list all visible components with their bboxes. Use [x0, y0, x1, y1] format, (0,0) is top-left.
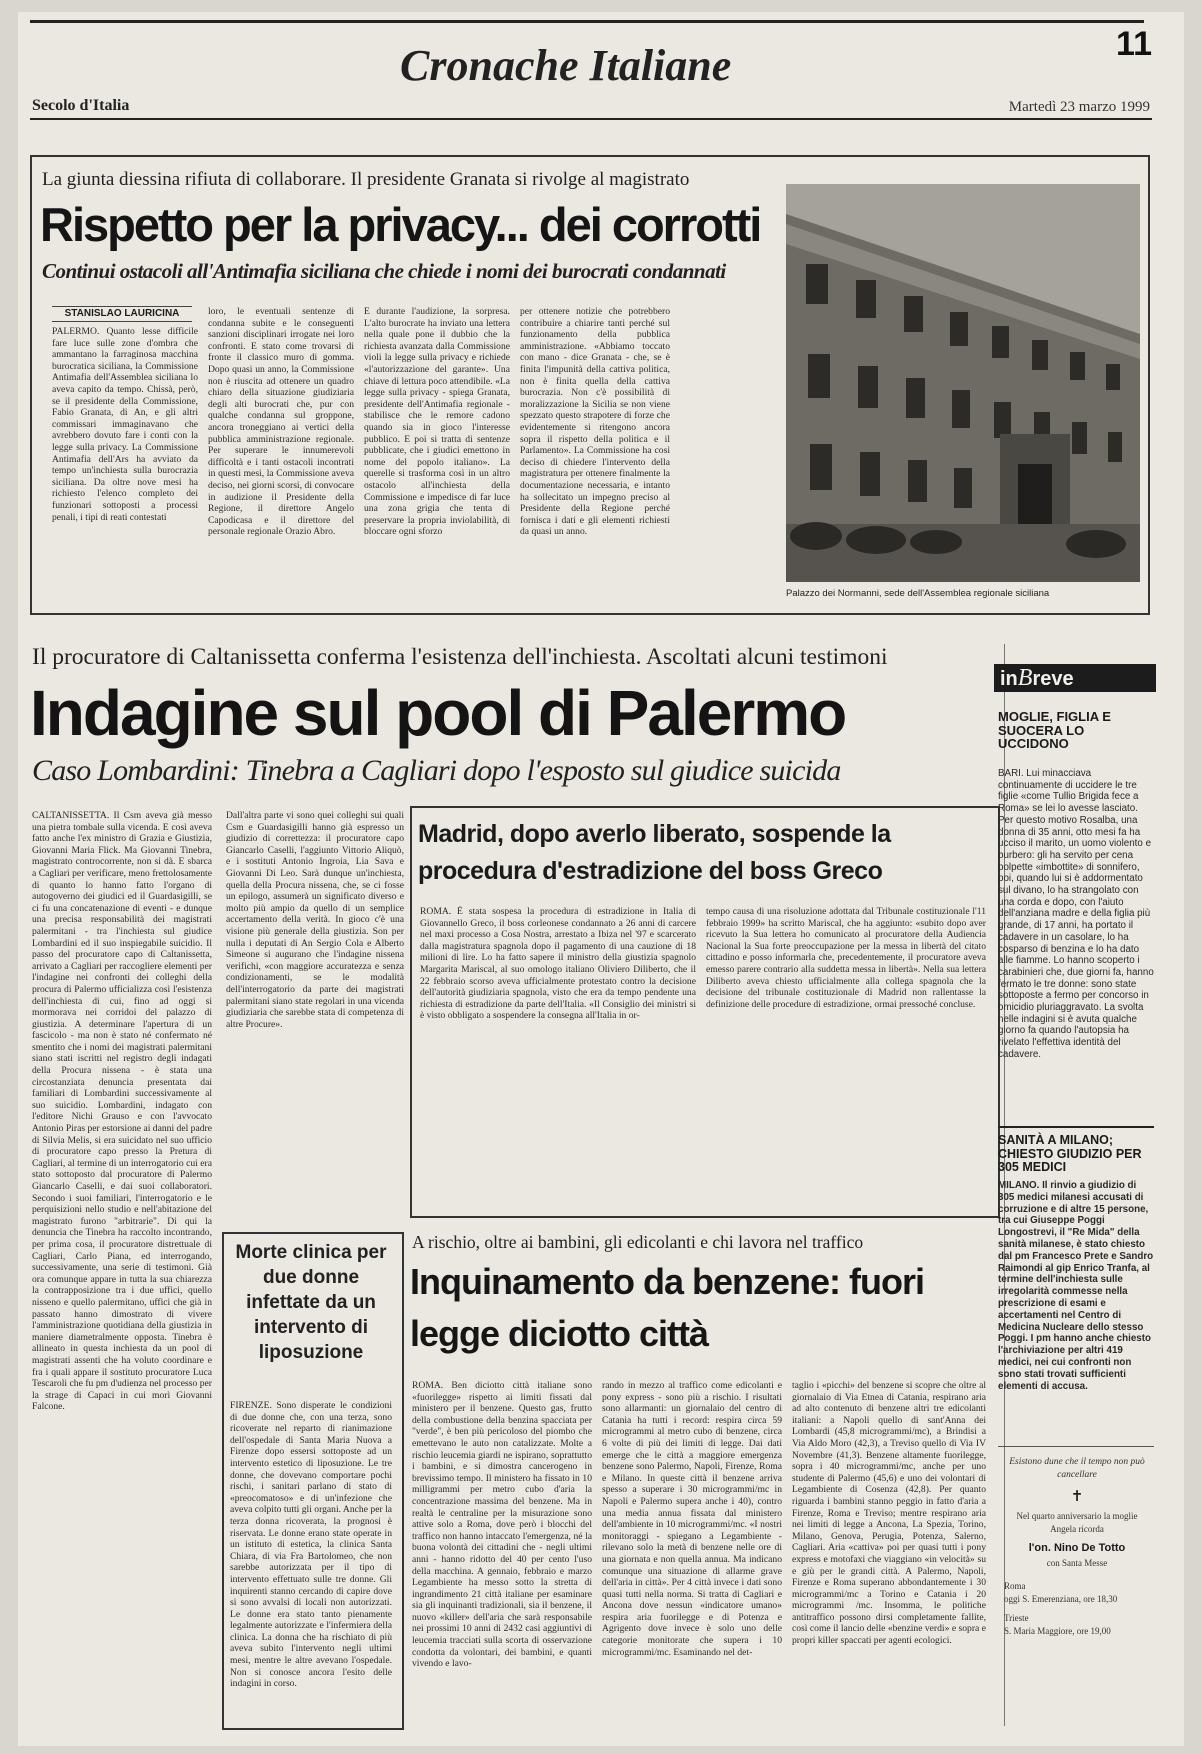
- sidebar-label: [994, 664, 1156, 692]
- palazzo-photo-caption: Palazzo dei Normanni, sede dell'Assemblea regionale siciliana: [786, 588, 1050, 599]
- article-benzene-kicker: A rischio, oltre ai bambini, gli edicolanti e chi lavora nel traffico: [412, 1232, 864, 1252]
- article-privacy-headline: Rispetto per la privacy... dei corrotti: [40, 198, 761, 251]
- article-madrid-headline: Madrid, dopo averlo liberato, sospende la procedura d'estradizione del boss Greco: [418, 820, 891, 885]
- article-madrid-col1: ROMA. È stata sospesa la procedura di estradizione in Italia di Giovannello Greco, il boss corleonese condannato a 26 anni di carcere nel maxi processo a Cosa Nostra, arrestato a Ibiza nel '97 e scarcerato dalla magistratura spagnola dopo il pagamento di una cauzione di 18 milioni di lire. Lo ha fatto sapere il ministro della giustizia spagnolo Margarita Mariscal, al suo omologo italiano Oliviero Diliberto, che il 22 febbraio scorso aveva ufficialmente protestato contro la decisione dell'autorità giudiziaria spagnola, visto che era da tempo pendente una richiesta di estradizione da parte dell'Italia. «Il Consiglio dei ministri si è visto obbligato a sospendere la consegna all'Italia in or-: [420, 906, 696, 1022]
- page-number: 11: [1116, 25, 1152, 63]
- article-benzene-col2: rando in mezzo al traffico come edicolanti e pony express - sono più a rischio. I risultati sono allarmanti: un giornalaio del centro di Catania ha tutti i record: respira circa 59 microgrammi al metro cubo di benzene, circa 6 volte di più dei limiti di legge. Dai dati emerge che le città a maggiore emergenza benzene sono Palermo, Napoli, Firenze, Roma e Milano. In queste città il benzene arriva spesso a superare i 30 microgrammi/mc in Napoli e Palermo supera anche i 40), contro una media annua fissata dal ministero dell'ambiente in 10 microgrammi/mc. «I nostri monitoraggi - spiegano a Legambiente - rilevano solo la metà di benzene nelle ore di una giornata e non quella annua. Ma indicano comunque una situazione di allarme grave dell'aria in città». Per 4 città invece i dati sono quasi tutti nella norma. Si tratta di Cagliari e Ancona dove nessun «indicatore umano» respira aria fuorilegge e di Potenza e Agrigento dove invece è solo uno delle categorie monitorate che supera i 10 microgrammi/mc. Esaminando nel det-: [602, 1380, 782, 1658]
- sidebar-divider: [998, 1126, 1154, 1128]
- article-pool-col2: Dall'altra parte vi sono quei colleghi sui quali Csm e Guardasigilli hanno già espresso un giudizio di correttezza: il procuratore capo Giancarlo Caselli, l'aggiunto Vittorio Aliquò, e i sostituti Antonio Ingroia, Lia Sava e Giovanni Di Leo. Sarà dunque un'inchiesta, quella della Procura nissena, che, se ci fosse un epilogo, assumerà un significato diverso e molto più ampio da quello di un semplice accertamento della verità. In gioco c'è una visione più generale della giustizia. Son per nulla i deputati di An Sergio Cola e Alberto Simeone si augurano che l'indagine nissena verifichi, «con maggiore accuratezza e senza condizionamenti, se le modalità dell'interrogatorio da parte dei magistrati palermitani siano state regolari in una vicenda giudiziaria che sarebbe stata di competenza di altre Procure».: [226, 810, 404, 1030]
- notice-mass-rome: Roma oggi S. Emerenziana, ore 18,30: [1004, 1581, 1118, 1604]
- article-pool-headline: Indagine sul pool di Palermo: [30, 677, 846, 749]
- article-benzene-col3: taglio i «picchi» del benzene si scopre che oltre al giornalaio di Via Etnea di Catania, respirano aria ad alto contenuto di benzene altri tre edicolanti italiani: a Napoli quello di sant'Anna dei Lombardi (45,8 microgrammi/mc), a Brindisi a Via Aldo Moro (42,3), a Treviso quello di Via IV Novembre (41,3). Benzene altamente fuorilegge, sopra i 40 microgrammi/mc, anche per uno studente di Palermo (45,6) e uno dei volontari di Legambiente di Cosenza (42,8). Per quanto riguarda i bambini stanno peggio in fatto d'aria a Firenze, Roma e Treviso; mentre respirano aria nei limiti di legge a Ancona, La Spezia, Torino, Milano, Genova, Perugia, Potenza, Salerno, Cagliari. Aria «cattiva» poi per quasi tutti i pony express e motofaxi che viaggiano «in velocità» su e giù per le grandi città. A Palermo, Napoli, Firenze e Roma superano abbondantemente i 30 microgrammi/mc a Torino e Catania i 20 microgrammi /mc. Insomma, le politiche antitraffico possono dirsi completamente fallite, così come il lancio delle «benzine verdi» e sopra e propri killer spaccati per agenti ecologici.: [792, 1380, 986, 1647]
- notice-text: Nel quarto anniversario la moglie Angela ricorda: [1016, 1511, 1138, 1534]
- article-privacy-byline: STANISLAO LAURICINA: [52, 306, 192, 322]
- article-benzene-headline: Inquinamento da benzene: fuori legge diciotto città: [410, 1261, 925, 1354]
- brief-1-body: BARI. Lui minacciava continuamente di uccidere le tre figlie «come Tullio Brigida fece a Roma» se lei lo avesse lasciato. Per questo motivo Rosalba, una donna di 35 anni, otto mesi fa ha ucciso il marito, un uomo violento e burbero: gli ha servito per cena polpette «imbottite» di sonnifero, poi, quando lui si è addormentato sul divano, lo ha strangolato con una corda e dopo, con l'aiuto dell'anziana madre e della figlia più grande, di 17 anni, ha portato il cadavere in un casolare, lo ha cosparso di benzina e lo ha dato alle fiamme. Lo hanno scoperto i carabinieri che, due giorni fa, hanno fermato le tre donne: sono state sottoposte a fermo per concorso in omicidio pluriaggravato. La svolta nelle indagini si è avuta qualche giorno fa quando l'autopsia ha rivelato l'effettiva identità del cadavere.: [998, 768, 1154, 1060]
- notice-quote: Esistono dune che il tempo non può cancellare: [1009, 1457, 1145, 1480]
- article-privacy-col2: loro, le eventuali sentenze di condanna subite e le conseguenti sanzioni disciplinari irrogate nei loro confronti. E stato come trovarsi di fronte il classico muro di gomma. Dopo quasi un anno, la Commissione non è riuscita ad ottenere un quadro chiaro della situazione giudiziaria degli alti burocrati che, pur con qualche condanna sul groppone, ancora troneggiano ai vertici della pubblica amministrazione regionale. Per superare le innumerevoli difficoltà e i tanti ostacoli incontrati in questi mesi, la Commissione aveva deciso, nei giorni scorsi, di convocare in audizione il Presidente della Regione, il direttore Angelo Capodicasa e il direttore del personale regionale Orazio Abro.: [208, 306, 354, 538]
- notice-box: [998, 1446, 1154, 1709]
- section-title: Cronache Italiane: [400, 41, 732, 90]
- notice-mass-trieste: Trieste S. Maria Maggiore, ore 19,00: [1004, 1613, 1111, 1636]
- issue-date: Martedì 23 marzo 1999: [1008, 99, 1150, 115]
- article-privacy-col4: per ottenere notizie che potrebbero contribuire a chiarire tanti perché sul funzionamento della pubblica amministrazione. «Abbiamo toccato con mano - dice Granata - che, se è finita l'impunità della cattiva politica, non è finita quella della cattiva burocrazia. Non c'è possibilità di moralizzazione la Sicilia se non viene spezzato questo strapotere di forze che evidentemente si ritengono ancora sopra il rispetto della politica e il Parlamento». La Commissione ha così deciso di chiedere l'intervento della magistratura per ottenere finalmente la documentazione necessaria, e intanto ha sollecitato un impegno preciso al Presidente della Regione perché fornisca i dati e gli elementi richiesti da quasi un anno.: [520, 306, 670, 538]
- article-privacy-col1: PALERMO. Quanto lesse difficile fare luce sulle zone d'ombra che ammantano la farraginosa macchina burocratica siciliana, la Commissione Antimafia dell'Assemblea siciliana lo aveva capito da tempo. Chissà, però, se il presidente della Commissione, Fabio Granata, di An, e gli altri commissari immaginavano che avrebbero dovuto fare i conti con la legge sulla privacy. La Commissione Antimafia dell'Ars ha avviato da tempo un'inchiesta sulla burocrazia siciliana. Da oltre nove mesi ha richiesto l'elenco completo dei funzionari sottoposti a processi penali, i tipi di reati contestati: [52, 326, 198, 523]
- article-benzene-col1: ROMA. Ben diciotto città italiane sono «fuorilegge» rispetto ai limiti fissati dal ministero per il benzene. Questo gas, frutto della combustione della benzina spacciata per "verde", è ben più pericoloso del piombo che emettevano le auto non catalizzate. Molte a rischio leucemia giardi ne ispirano, soprattutto i bambini, e si dimostra cancerogeno in brevissimo tempo. Il ministero ha fissato in 10 milligrammi per metro cubo d'aria la concentrazione massima del benzene. Ma in realtà le centraline per la misurazione sono attive solo a Roma, dove però i blocchi del traffico non hanno intaccato l'emergenza, né la buona volontà dei cittadini che - negli ultimi anni - hanno ridotto del 40 per cento l'uso della macchina. A gennaio, febbraio e marzo Legambiente ha messo sotto la stretta di ingrandimento 21 città italiane per esaminare sia gli inquinanti tradizionali, sia il benzene, il nuovo «killer» dell'aria che sarà responsabile nei prossimi 10 anni di 2432 casi aggiuntivi di leucemia tracciati sulla scorta di osservazione condotta da volontari, dei bambini, e quanti vivendo e lavo-: [412, 1380, 592, 1670]
- article-pool-subhead: Caso Lombardini: Tinebra a Cagliari dopo l'esposto sul giudice suicida: [32, 754, 841, 787]
- notice-name: l'on. Nino De Totto: [1028, 1542, 1126, 1554]
- notice-mass-text: con Santa Messe: [1046, 1558, 1108, 1568]
- article-privacy-subhead: Continui ostacoli all'Antimafia siciliana che chiede i nomi dei burocrati condannati: [42, 259, 726, 283]
- header-bottom-rule: [30, 118, 1152, 120]
- brief-2-headline: SANITÀ A MILANO; CHIESTO GIUDIZIO PER 305 MEDICI: [998, 1133, 1142, 1174]
- notice-cross-icon: ✝: [1070, 1489, 1084, 1505]
- brief-2-body: MILANO. Il rinvio a giudizio di 305 medici milanesi accusati di corruzione e di altre 15 persone, tra cui Giuseppe Poggi Longostrevi, il "Re Mida" della sanità milanese, è stato chiesto dal pm Francesco Prete e Sandro Raimondi al gip Enrico Tranfa, al termine dell'inchiesta sulle irregolarità commesse nella prescrizione di esami e accertamenti nel Centro di Medicina Nucleare dello stesso Poggi. I pm hanno anche chiesto l'archiviazione per altri 419 medici, nei cui confronti non sono stati trovati sufficienti elementi di accusa.: [998, 1180, 1154, 1392]
- article-lipo-body: FIRENZE. Sono disperate le condizioni di due donne che, con una terza, sono ricoverate nel reparto di rianimazione dell'ospedale di Santa Maria Nuova a Firenze dopo essersi sottoposte ad un intervento estetico di liposuzione. Le tre donne, che dovevano comportare pochi rischi, i sanitari parlano di stato di «preocomatoso» e di un'infezione che aveva colpito tutti gli organi. Anche per la terza donna ricoverata, la prognosi è riservata. Le donne erano state operate in un istituto di estetica, la clinica Santa Chiara, di via Fra Bartolomeo, che non sarebbe autorizzata per il tipo di intervento effettuato sulle tre donne. Gli inquirenti stanno cercando di capire dove si sono avvalsi di locali non autorizzati. Le donne era stato tanto pienamente legalmente autorizzate e l'infermiera della clinica. La donna che ha rischiato di più aveva subito l'intervento negli ultimi mesi, mentre le altre avevano l'ospedale. Non si conosce ancora l'esito delle indagini in corso.: [230, 1400, 392, 1690]
- palazzo-photo: [786, 184, 1140, 582]
- sidebar-label-letter: B: [1017, 665, 1033, 691]
- brief-1-headline: MOGLIE, FIGLIA E SUOCERA LO UCCIDONO: [998, 709, 1111, 751]
- article-lipo-headline: Morte clinica per due donne infettate da un intervento di liposuzione: [235, 1242, 387, 1363]
- header-top-rule: [30, 20, 1144, 23]
- article-pool-col1: CALTANISSETTA. Il Csm aveva già messo una pietra tombale sulla vicenda. E così aveva fatto anche l'ex ministro di Grazia e Giustizia, Giovanni Maria Flick. Ma Giovanni Tinebra, magistrato controcorrente, non si dà. E sbarca a Cagliari per verificare, meno frettolosamente di quanto lo hanno fatto l'organo di autogoverno dei giudici ed il Guardasigilli, se ci fu una concatenazione di eventi - e dunque una precisa responsabilità dei magistrati palermitani - tra l'inchiesta sul giudice Lombardini ed il suo inspiegabile suicidio. Il passo del procuratore capo di Caltanissetta, arrivato a Cagliari per raccogliere elementi per l'indagine nei confronti dei colleghi della procura di Palermo ufficializza così l'esistenza dell'inchiesta di cui, fino ad oggi si mormorava nei corridoi del palazzo di giustizia. A determinare l'apertura di un fascicolo - ma non è stato né confermato né smentito che i nomi dei magistrati palermitani siano stati iscritti nel registro degli indagati della Procura nissena - è stata una circostanziata denuncia presentata dai familiari di Lombardini successivamente al suo suicidio. Lombardini, indagato con l'editore Nichi Grauso e con l'avvocato Antonio Piras per estorsione ai danni del padre di Silvia Melis, si era suicidato nel suo ufficio di procuratore capo presso la Pretura di Cagliari, al termine di un interrogatorio cui era stato sottoposto dal procuratore di Palermo Giancarlo Caselli, e dai suoi collaboratori. Secondo i suoi familiari, l'interrogatorio e le perquisizioni nello studio e nell'abitazione del magistrato furono "arbitrarie". Di qui la denuncia che Tinebra ha raccolto incontrando, per prima cosa, il procuratore distrettuale di Cagliari, Carlo Piana, ed interrogando, successivamente, una serie di testimoni. Già ora comunque appare in tutta la sua chiarezza la contrapposizione tra i due uffici, quello nisseno e quello palermitano, uffici che già in passato hanno dimostrato di vivere l'amministrazione quotidiana della giustizia in maniere diametralmente opposta. Tinebra è allineato in questa inchiesta da un pool di magistrati assenti che ha voluto coordinare e fra i quali appare il sostituto procuratore Luca Tescaroli che fu pm d'udienza nel processo per la strage di Capaci in cui morì Giovanni Falcone.: [32, 810, 212, 1413]
- masthead: Secolo d'Italia: [32, 97, 130, 114]
- article-privacy-kicker: La giunta diessina rifiuta di collaborare. Il presidente Granata si rivolge al magistrato: [42, 169, 690, 190]
- sidebar-label-rest: reve: [1032, 668, 1074, 690]
- article-privacy-col3: E durante l'audizione, la sorpresa. L'alto burocrate ha inviato una lettera nella quale pone il dubbio che la richiesta avanzata dalla Commissione violi la legge sulla privacy e richiede «l'autorizzazione del garante». Una chiave di lettura poco attendibile. «La legge sulla privacy - spiega Granata, presidente dell'Antimafia regionale - stabilisce che le remore cadono quando sia in gioco l'interesse pubblico. E poi si tratta di sentenze pubblicate, che i giudici emettono in nome del popolo italiano». La querelle si trasforma così in un altro ostacolo all'inchiesta della Commissione e impedisce di far luce una zona grigia che tenta di preservare la propria inviolabilità, di bloccare ogni sforzo: [364, 306, 510, 538]
- article-madrid-col2: tempo causa di una risoluzione adottata dal Tribunale costituzionale l'11 febbraio 1999» ha scritto Mariscal, che ha aggiunto: «subito dopo aver ricevuto la Sua lettera ho comunicato al procuratore della Audiencia Nacional la Sua forte preoccupazione per la messa in libertà del citato cittadino e posso informarla che, precedentemente, il procuratore aveva emesso parere contrario alla suddetta messa in libertà». Nella sua lettera Diliberto aveva chiesto ufficialmente alla collega spagnola che la decisione del tribunale costituzionale di Madrid non rallentasse la definizione delle procedure di estradizione, ormai pressoché concluse.: [706, 906, 986, 1010]
- article-pool-kicker: Il procuratore di Caltanissetta conferma l'esistenza dell'inchiesta. Ascoltati alcuni testimoni: [32, 644, 888, 670]
- sidebar-label-prefix: in: [1000, 668, 1018, 690]
